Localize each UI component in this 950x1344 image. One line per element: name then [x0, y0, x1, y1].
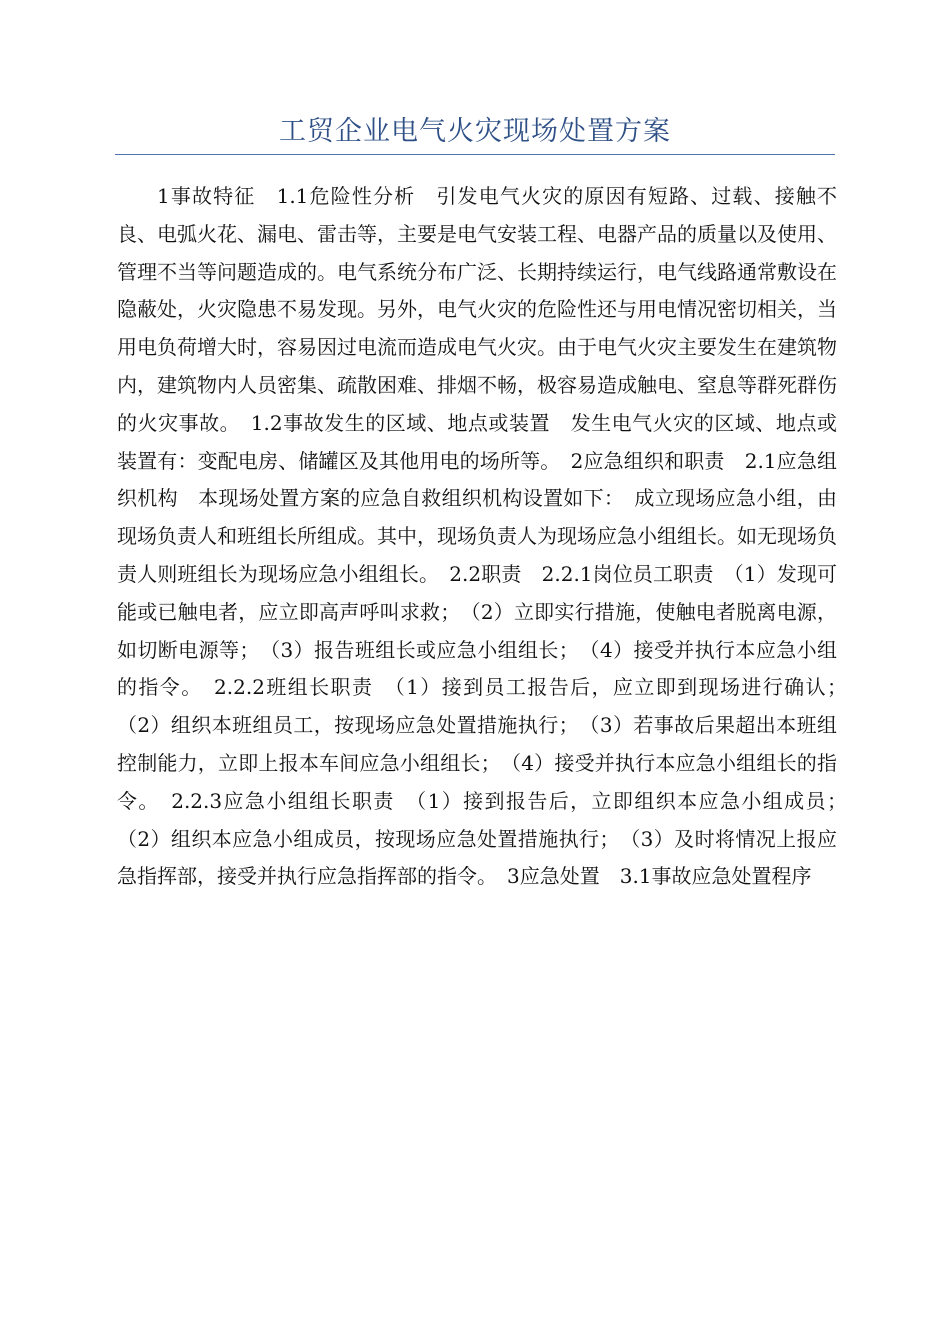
document-title: 工贸企业电气火灾现场处置方案	[279, 116, 671, 147]
title-underline	[115, 154, 835, 155]
document-body: 1事故特征 1.1危险性分析 引发电气火灾的原因有短路、过载、接触不良、电弧火花、漏电、雷击等，主要是电气安装工程、电器产品的质量以及使用、管理不当等问题造成的。电气系统分布广泛、长期持续运行，电气线路通常敷设在隐蔽处，火灾隐患不易发现。另外，电气火灾的危险性还与用电情况密切相关，当用电负荷增大时，容易因过电流而造成电气火灾。由于电气火灾主要发生在建筑物内，建筑物内人员密集、疏散困难、排烟不畅，极容易造成触电、窒息等群死群伤的火灾事故。 1.2事故发生的区域、地点或装置 发生电气火灾的区域、地点或装置有：变配电房、储罐区及其他用电的场所等。 2应急组织和职责 2.1应急组织机构 本现场处置方案的应急自救组织机构设置如下： 成立现场应急小组，由现场负责人和班组长所组成。其中，现场负责人为现场应急小组组长。如无现场负责人则班组长为现场应急小组组长。 2.2职责 2.2.1岗位员工职责 （1）发现可能或已触电者，应立即高声呼叫求救； （2）立即实行措施，使触电者脱离电源，如切断电源等； （3）报告班组长或应急小组组长； （4）接受并执行本应急小组的指令。 2.2.2班组长职责 （1）接到员工报告后，应立即到现场进行确认； （2）组织本班组员工，按现场应急处置措施执行； （3）若事故后果超出本班组控制能力，立即上报本车间应急小组组长； （4）接受并执行本应急小组组长的指令。 2.2.3应急小组组长职责 （1）接到报告后，立即组织本应急小组成员； （2）组织本应急小组成员，按现场应急处置措施执行； （3）及时将情况上报应急指挥部，接受并执行应急指挥部的指令。 3应急处置 3.1事故应急处置程序	[117, 184, 857, 889]
